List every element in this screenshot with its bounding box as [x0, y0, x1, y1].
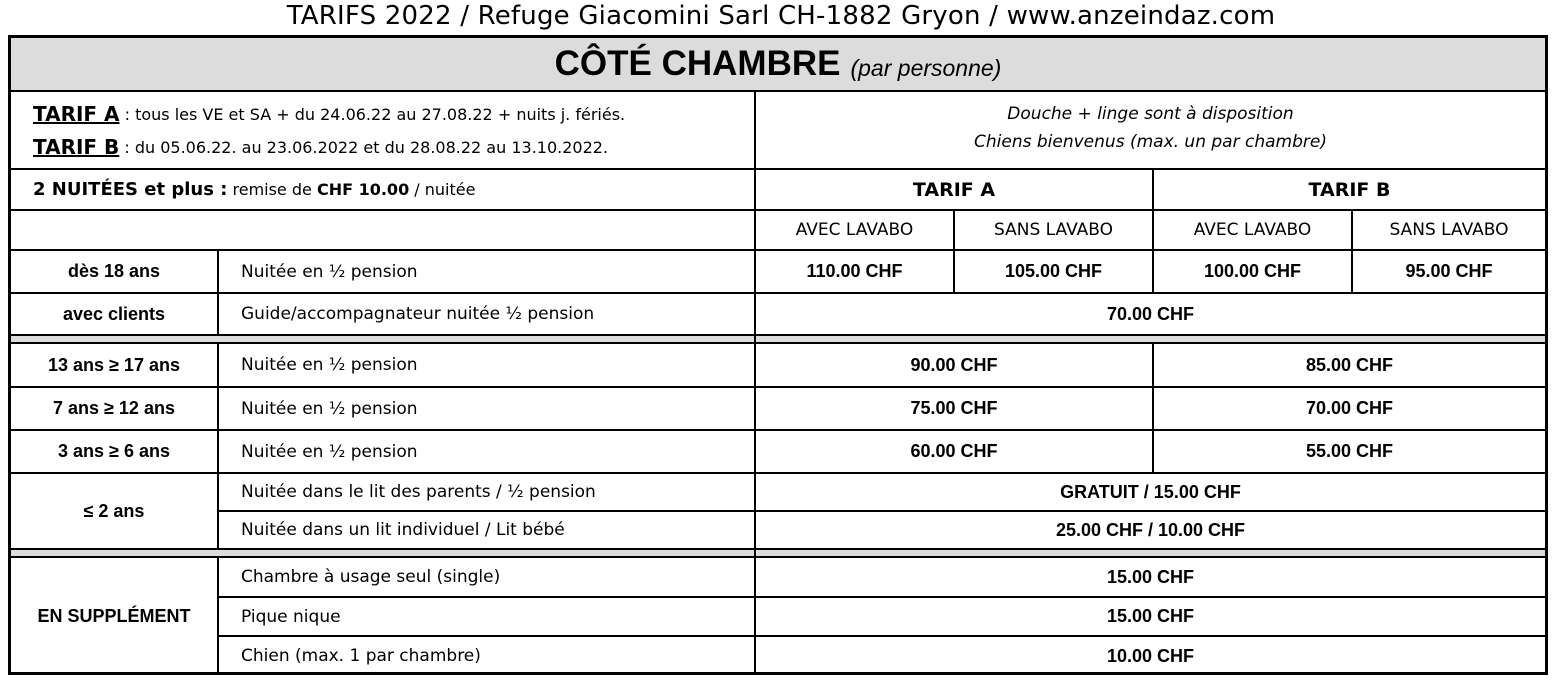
- subheader-b-avec-lavabo: AVEC LAVABO: [1193, 220, 1312, 240]
- child-price-a: 90.00 CHF: [910, 354, 998, 375]
- note-dogs: Chiens bienvenus (max. un par chambre): [974, 132, 1327, 152]
- adult-price-a-sans: 105.00 CHF: [1004, 261, 1103, 281]
- guide-price: 70.00 CHF: [1106, 303, 1195, 324]
- tarif-b-text: : du 05.06.22. au 23.06.2022 et du 28.08.22 au 13.10.2022.: [119, 137, 609, 157]
- child-age: 3 ans ≥ 6 ans: [58, 441, 170, 461]
- discount-lead: 2 NUITÉES et plus :: [33, 179, 228, 200]
- discount-tail: / nuitée: [409, 180, 476, 199]
- infant-age: ≤ 2 ans: [83, 500, 145, 521]
- table-title: [11, 38, 1545, 90]
- price-table: [8, 35, 1548, 675]
- note-shower-linen: Douche + linge sont à disposition: [1007, 104, 1294, 124]
- supplement-desc: Pique nique: [241, 606, 341, 627]
- discount-mid: remise de: [227, 180, 317, 199]
- tarif-a-text: : tous les VE et SA + du 24.06.22 au 27.08.22 + nuits j. fériés.: [119, 104, 626, 124]
- child-price-b: 55.00 CHF: [1305, 441, 1394, 461]
- subheader-a-avec-lavabo: AVEC LAVABO: [795, 220, 914, 240]
- tarif-a-definition: [33, 98, 753, 130]
- infant-desc: Nuitée dans le lit des parents / ½ pension: [241, 482, 596, 502]
- supplement-price: 10.00 CHF: [1106, 645, 1195, 666]
- discount-amount: CHF 10.00: [316, 180, 410, 199]
- guide-label: avec clients: [62, 303, 166, 324]
- adult-price-a-avec: 110.00 CHF: [806, 261, 903, 281]
- child-desc: Nuitée en ½ pension: [241, 441, 418, 462]
- divider: [11, 90, 1545, 92]
- subheader-b-sans-lavabo: SANS LAVABO: [1389, 220, 1509, 240]
- adult-price-b-sans: 95.00 CHF: [1405, 261, 1493, 281]
- supplement-price: 15.00 CHF: [1106, 566, 1195, 587]
- supplement-desc: Chien (max. 1 par chambre): [241, 646, 481, 666]
- column-header-tarif-b: TARIF B: [1308, 178, 1391, 201]
- title-main: CÔTÉ CHAMBRE: [554, 44, 841, 83]
- page-header: TARIFS 2022 / Refuge Giacomini Sarl CH-1882 Gryon / www.anzeindaz.com: [286, 1, 1276, 31]
- adult-desc: Nuitée en ½ pension: [241, 261, 418, 282]
- infant-desc: Nuitée dans un lit individuel / Lit bébé: [241, 520, 565, 540]
- discount-info: [33, 170, 753, 209]
- infant-price: 25.00 CHF / 10.00 CHF: [1055, 519, 1246, 540]
- tarif-a-label: TARIF A: [33, 102, 120, 126]
- child-price-b: 70.00 CHF: [1305, 398, 1394, 418]
- column-header-tarif-a: TARIF A: [912, 178, 996, 201]
- child-desc: Nuitée en ½ pension: [241, 355, 418, 375]
- child-price-a: 75.00 CHF: [910, 398, 998, 418]
- child-age: 13 ans ≥ 17 ans: [48, 354, 180, 375]
- child-price-b: 85.00 CHF: [1305, 354, 1394, 375]
- subheader-a-sans-lavabo: SANS LAVABO: [994, 220, 1113, 240]
- tarif-b-label: TARIF B: [33, 135, 120, 159]
- title-subtitle: (par personne): [850, 54, 1002, 81]
- supplement-price: 15.00 CHF: [1106, 606, 1195, 626]
- adult-age: dès 18 ans: [67, 261, 161, 281]
- child-desc: Nuitée en ½ pension: [241, 398, 418, 419]
- supplement-desc: Chambre à usage seul (single): [241, 567, 501, 587]
- child-price-a: 60.00 CHF: [910, 441, 998, 461]
- adult-price-b-avec: 100.00 CHF: [1203, 261, 1302, 281]
- supplement-label: EN SUPPLÉMENT: [37, 606, 191, 626]
- infant-price: GRATUIT / 15.00 CHF: [1060, 481, 1241, 502]
- guide-desc: Guide/accompagnateur nuitée ½ pension: [241, 304, 595, 324]
- child-age: 7 ans ≥ 12 ans: [53, 398, 175, 418]
- tarif-b-definition: [33, 131, 753, 163]
